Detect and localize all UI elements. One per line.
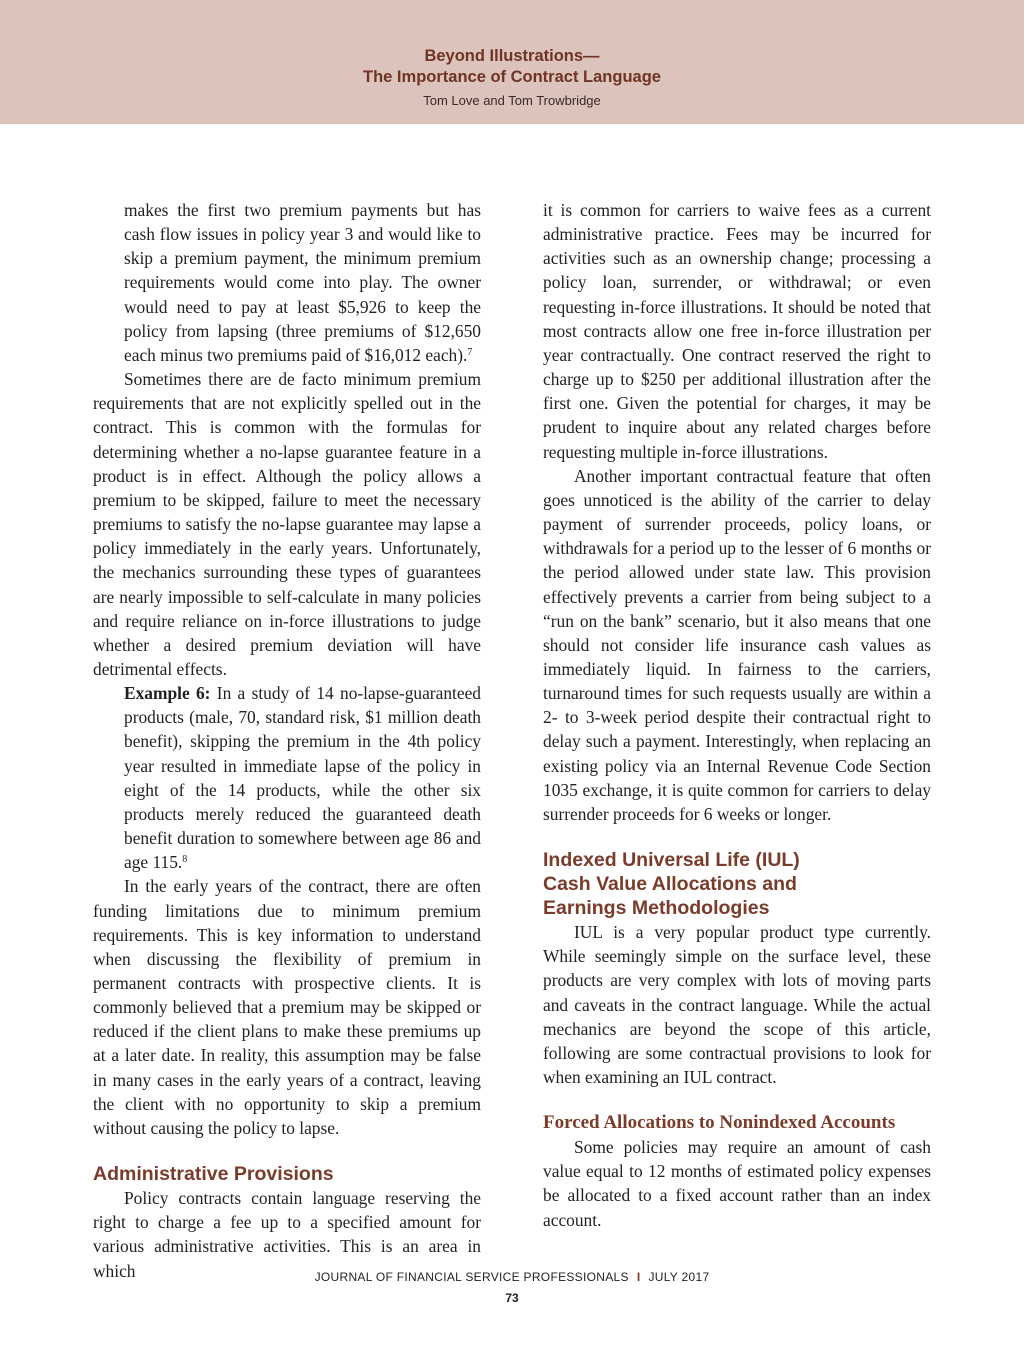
article-title-line-2: The Importance of Contract Language: [363, 68, 661, 86]
paragraph-forced-allocations: Some policies may require an amount of cash value equal to 12 months of estimated policy expenses be allocated to a fixed account rather than an index account.: [543, 1137, 931, 1230]
footnote-ref-8: 8: [182, 854, 188, 866]
paragraph-iul-popular: IUL is a very popular product type currently. While seemingly simple on the surface level, these products are very complex with lots of moving parts and caveats in the contract language. While the actual mechanics are beyond the scope of this article, following are some contractual provisions to look for when examining an IUL contract.: [543, 922, 931, 1087]
heading-iul-line-1: Indexed Universal Life (IUL): [543, 849, 800, 872]
right-column: [543, 198, 931, 1232]
heading-iul-line-2: Cash Value Allocations and: [543, 873, 797, 896]
left-column: [93, 198, 481, 1283]
heading-administrative-provisions: Administrative Provisions: [93, 1163, 334, 1186]
heading-iul-line-3: Earnings Methodologies: [543, 897, 770, 920]
paragraph-de-facto-minimum: Sometimes there are de facto minimum premium requirements that are not explicitly spelled out in the contract. This is common with the formulas for determining whether a no-lapse guarantee feature in a product is in effect. Although the policy allows a premium to be skipped, failure to meet the necessary premiums to satisfy the no-lapse guarantee may lapse a policy immediately in the early years. Unfortunately, the mechanics surrounding these types of guarantees are nearly impossible to self-calculate in many policies and require reliance on in-force illustrations to judge whether a desired premium deviation will have detrimental effects.: [93, 369, 481, 679]
footer-separator: I: [636, 1270, 641, 1284]
footnote-ref-7: 7: [467, 346, 473, 358]
paragraph-example-5-continued: [93, 198, 481, 367]
heading-iul: [543, 848, 931, 920]
paragraph-delay-payment: Another important contractual feature that often goes unnoticed is the ability of the carrier to delay payment of surrender proceeds, policy loans, or withdrawals for a period up to the lesser of 6 months or the period allowed under state law. This provision effectively prevents a carrier from being subject to a “run on the bank” scenario, but it also means that one should not consider life insurance cash values as immediately liquid. In fairness to the carriers, turnaround times for such requests usually are within a 2- to 3-week period despite their contractual right to delay such a payment. Interestingly, when replacing an existing policy via an Internal Revenue Code Section 1035 exchange, it is quite common for carriers to delay surrender proceeds for 6 weeks or longer.: [543, 465, 931, 824]
paragraph-early-years: In the early years of the contract, there are often funding limitations due to minimum premium requirements. This is key information to understand when discussing the flexibility of premium in permanent contracts with prospective clients. It is commonly believed that a premium may be skipped or reduced if the client plans to make these premiums up at a later date. In reality, this assumption may be false in many cases in the early years of a contract, leaving the client with no opportunity to skip a premium without causing the policy to lapse.: [93, 876, 481, 1138]
example-6-label: Example 6:: [124, 683, 211, 704]
article-authors: Tom Love and Tom Trowbridge: [423, 93, 601, 108]
heading-forced-allocations: Forced Allocations to Nonindexed Accounts: [543, 1112, 896, 1134]
journal-name: JOURNAL OF FINANCIAL SERVICE PROFESSIONALS: [314, 1270, 629, 1284]
page-footer: [0, 1269, 1024, 1285]
page-number: 73: [505, 1291, 519, 1305]
paragraph-waive-fees: it is common for carriers to waive fees as a current administrative practice. Fees may be incurred for activities such as an ownership change; processing a policy loan, surrender, or withdrawal; or even requesting in-force illustrations. It should be noted that most contracts allow one free in-force illustration per year contractually. One contract reserved the right to charge up to $250 per additional illustration after the first one. Given the potential for charges, it may be prudent to inquire about any related charges before requesting multiple in-force illustrations.: [543, 200, 931, 462]
paragraph-text: makes the first two premium payments but has cash flow issues in policy year 3 and would like to skip a premium payment, the minimum premium requirements would come into play. The owner would need to pay at least $5,926 to keep the policy from lapsing (three premiums of $12,650 each minus two premiums paid of $16,012 each).: [124, 200, 481, 365]
paragraph-policy-contracts: Policy contracts contain language reserving the right to charge a fee up to a specified amount for various administrative activities. This is an area in which: [93, 1188, 481, 1281]
issue-date: JULY 2017: [648, 1270, 710, 1284]
paragraph-example-6: [93, 681, 481, 874]
article-title-line-1: Beyond Illustrations—: [424, 47, 600, 65]
article-header-band: [0, 0, 1024, 124]
example-6-text: In a study of 14 no-lapse-guaranteed products (male, 70, standard risk, $1 million death benefit), skipping the premium in the 4th policy year resulted in immediate lapse of the policy in eight of the 14 products, while the other six products merely reduced the guaranteed death benefit duration to somewhere between age 86 and age 115.: [124, 683, 481, 873]
